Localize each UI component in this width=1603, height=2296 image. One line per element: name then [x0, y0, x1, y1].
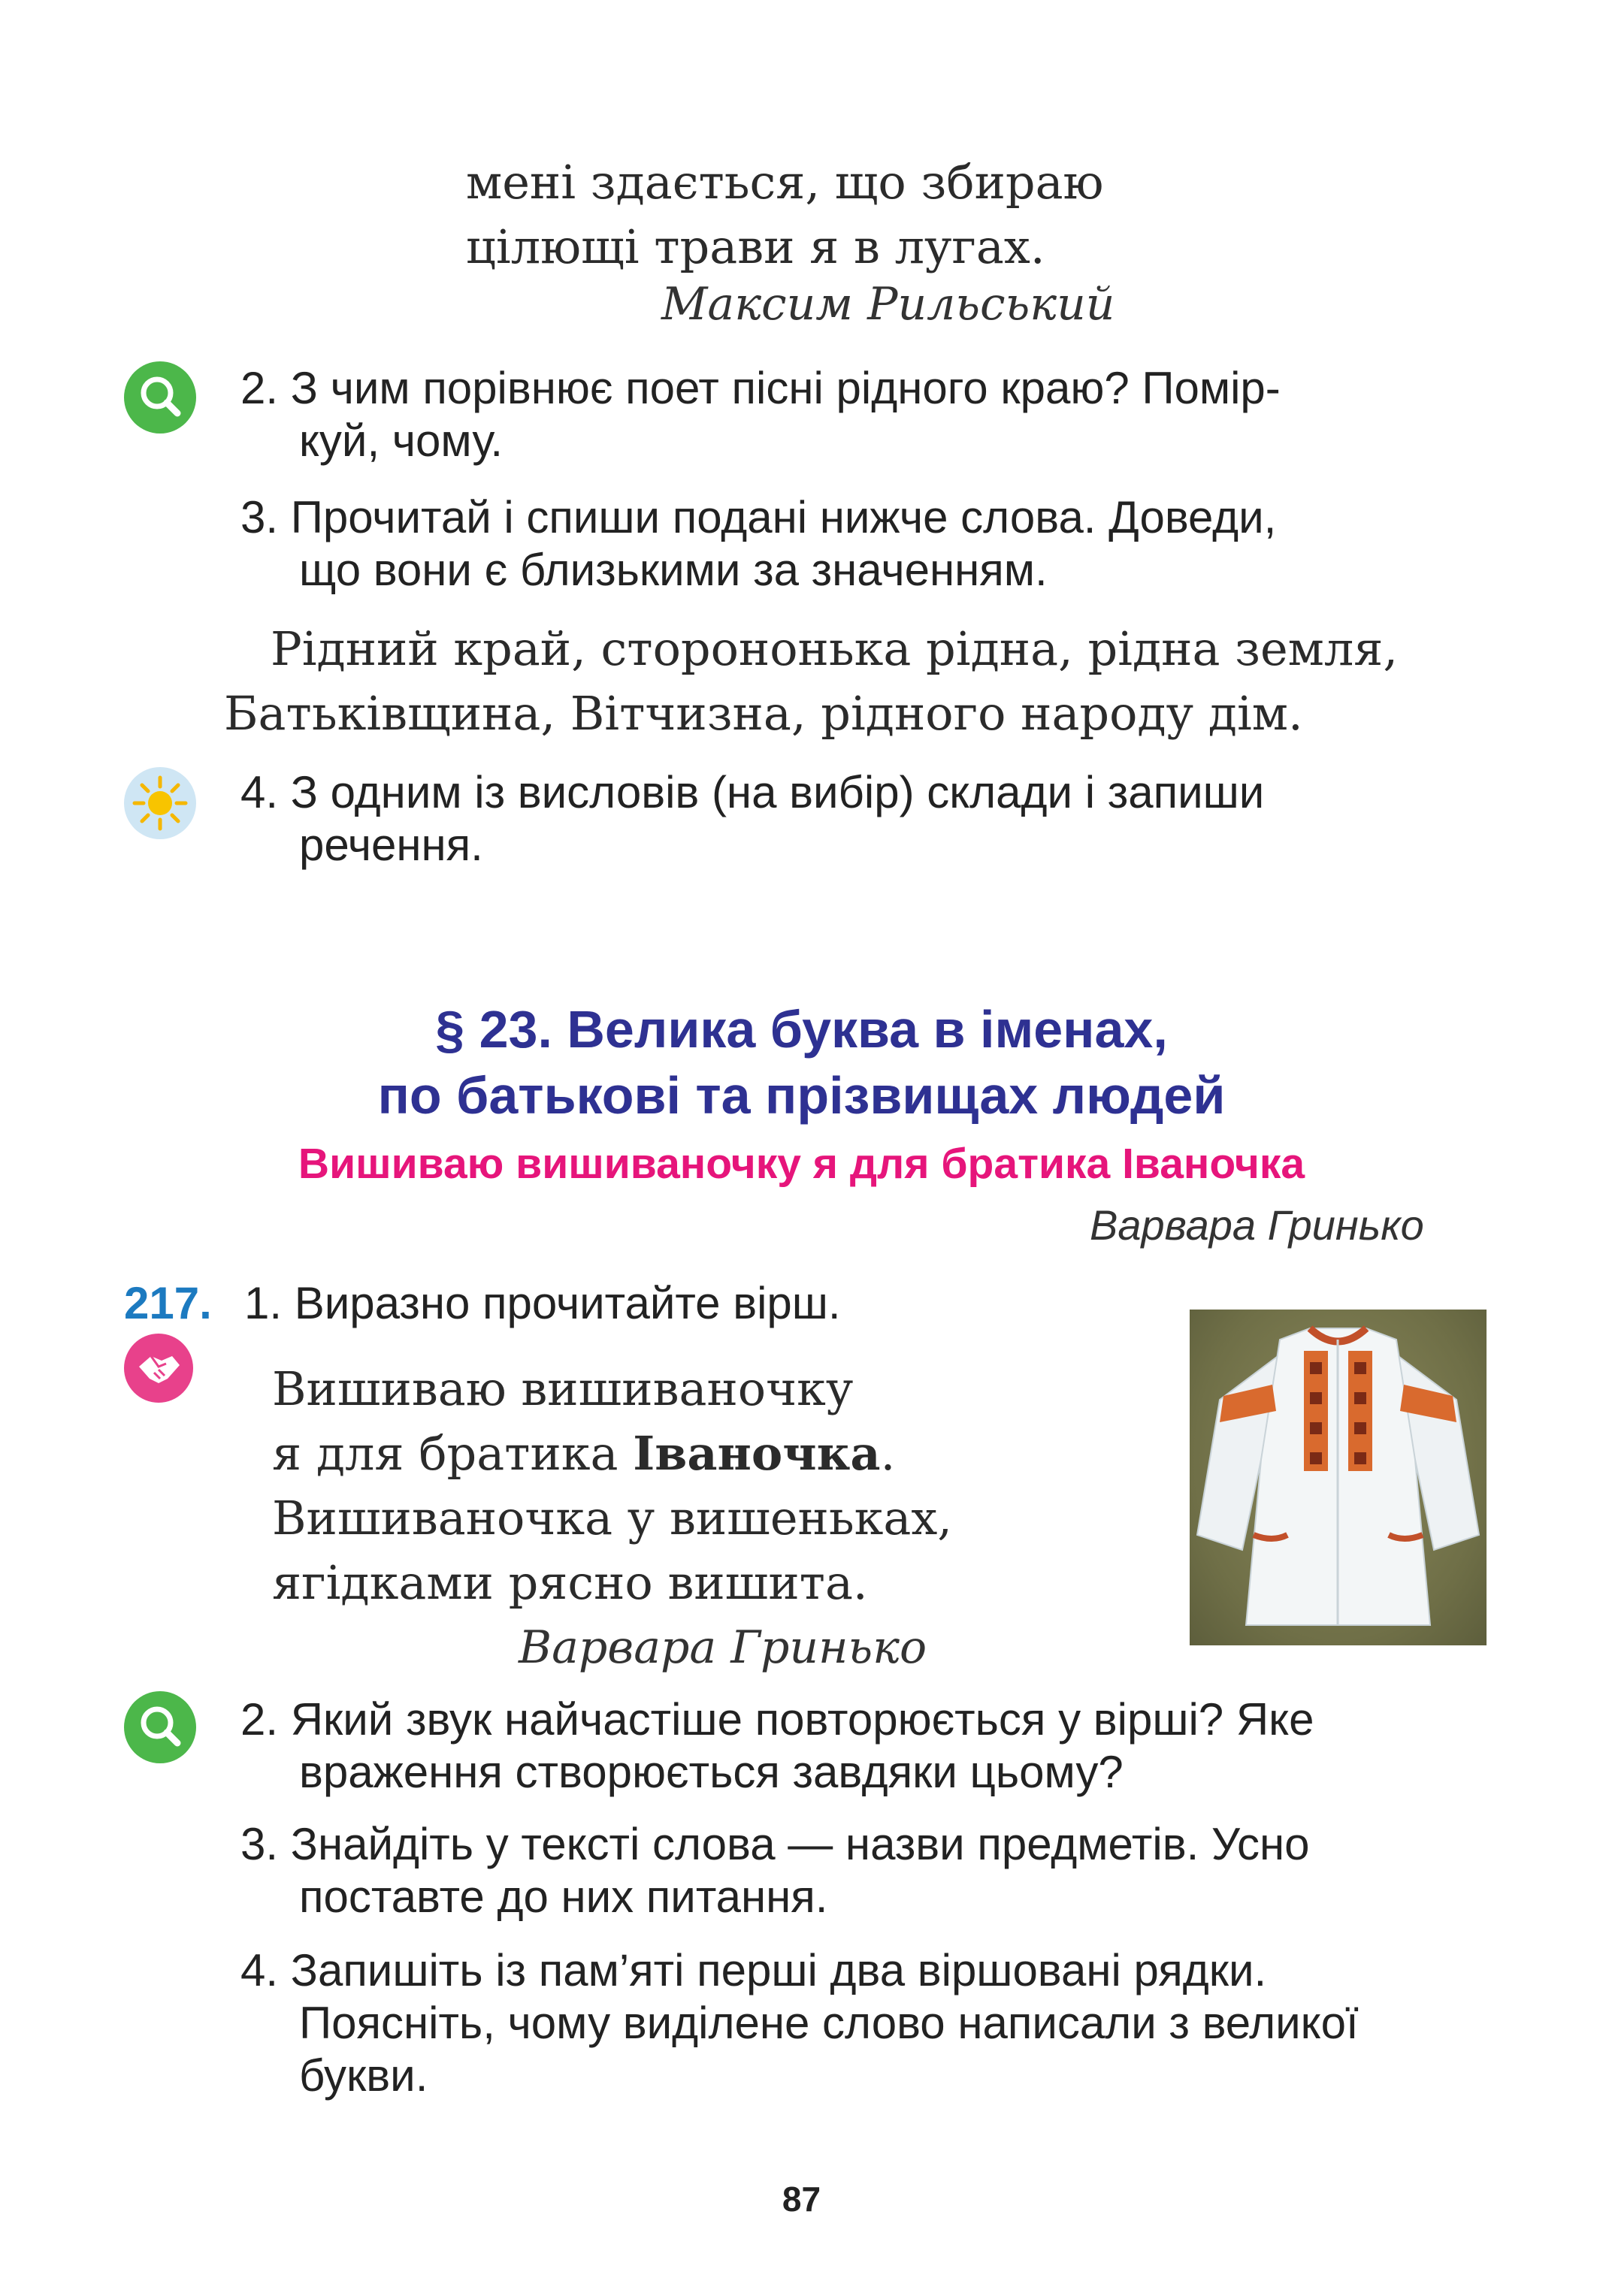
- exercise-poem-line2: я для братика Іваночка.: [272, 1426, 896, 1481]
- exercise-task-3-line1: 3. Знайдіть у тексті слова — назви предметів. Усно: [240, 1819, 1310, 1869]
- task-2-line1: 2. З чим порівнює поет пісні рідного краю? Помір-: [240, 363, 1281, 413]
- page-number: 87: [782, 2180, 821, 2219]
- exercise-task-2-line2: враження створюється завдяки цьому?: [299, 1747, 1124, 1797]
- sun-icon: [124, 767, 196, 839]
- words-line2: Батьківщина, Вітчизна, рідного народу дім.: [224, 686, 1303, 741]
- exercise-poem-author: Варвара Гринько: [519, 1621, 927, 1674]
- task-4-line1: 4. З одним із висловів (на вибір) склади і запиши: [240, 767, 1265, 817]
- poem-line: мені здається, що збираю: [466, 155, 1104, 210]
- task-4-line2: речення.: [299, 820, 483, 870]
- highlighted-word: Іваночка: [633, 1426, 881, 1481]
- task-3-line2: що вони є близькими за значенням.: [299, 545, 1048, 595]
- exercise-task-4-line2: Поясніть, чому виділене слово написали з великої: [299, 1998, 1359, 2048]
- exercise-task-1: 1. Виразно прочитайте вірш.: [244, 1278, 841, 1328]
- handshake-icon: [124, 1334, 193, 1403]
- exercise-poem-line1: Вишиваю вишиваночку: [272, 1361, 854, 1416]
- exercise-task-3-line2: поставте до них питання.: [299, 1872, 828, 1922]
- poem-line: цілющі трави я в лугах.: [466, 219, 1045, 274]
- exercise-poem-line4: ягідками рясно вишита.: [272, 1555, 868, 1610]
- exercise-number: 217.: [124, 1278, 212, 1328]
- exercise-task-4-line3: букви.: [299, 2050, 428, 2101]
- poem-author: Максим Рильський: [661, 278, 1115, 331]
- exercise-task-4-line1: 4. Запишіть із пам’яті перші два віршовані рядки.: [240, 1945, 1267, 1995]
- section-title-line2: по батькові та прізвищах людей: [377, 1066, 1226, 1125]
- exercise-poem-line3: Вишиваночка у вишеньках,: [272, 1491, 952, 1545]
- subtitle-author: Варвара Гринько: [1090, 1201, 1424, 1249]
- search-icon: [124, 361, 196, 434]
- embroidered-shirt-illustration: [1190, 1310, 1487, 1645]
- words-line1: Рідний край, сторононька рідна, рідна земля,: [271, 621, 1399, 676]
- task-2-line2: куй, чому.: [299, 415, 503, 466]
- search-icon: [124, 1691, 196, 1763]
- task-3-line1: 3. Прочитай і спиши подані нижче слова. Доведи,: [240, 492, 1277, 542]
- section-title-line1: § 23. Велика буква в іменах,: [435, 1000, 1168, 1059]
- section-subtitle: Вишиваю вишиваночку я для братика Іваночка: [298, 1140, 1305, 1188]
- exercise-task-2-line1: 2. Який звук найчастіше повторюється у вірші? Яке: [240, 1694, 1314, 1745]
